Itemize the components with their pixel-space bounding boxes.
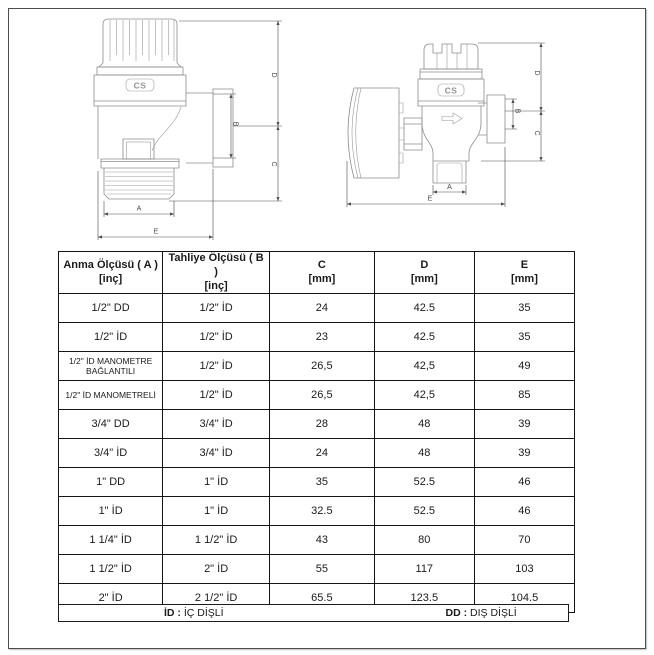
dim-cell: 1/2" İD	[163, 352, 270, 381]
dim-cell: 1/2" İD	[163, 381, 270, 410]
dim-cell: 3/4" İD	[163, 410, 270, 439]
header-row	[59, 252, 575, 294]
dim-cell: 2 1/2" İD	[163, 584, 270, 613]
dim-cell: 1 1/4" İD	[59, 526, 163, 555]
table-row	[59, 294, 575, 323]
dim-cell: 1/2" İD	[59, 323, 163, 352]
dim-cell: 65.5	[270, 584, 375, 613]
column-header: C [mm]	[270, 252, 375, 294]
legend-id	[164, 607, 224, 619]
dim-label-a: A	[136, 205, 142, 213]
table-row	[59, 323, 575, 352]
dim-cell: 1 1/2" İD	[163, 526, 270, 555]
knurl-ribs	[110, 20, 174, 61]
dim-cell: 1" İD	[163, 497, 270, 526]
table-row	[59, 381, 575, 410]
table-row	[59, 526, 575, 555]
dim-cell: 48	[374, 410, 474, 439]
legend-dd-key: DD :	[445, 607, 468, 619]
dim-cell: 123.5	[374, 584, 474, 613]
dim-cell: 1/2" İD MANOMETRELİ	[59, 381, 163, 410]
dim-cell: 1/2" İD	[163, 323, 270, 352]
table-row	[59, 468, 575, 497]
valve-cap	[99, 19, 181, 67]
dim-cell: 42,5	[374, 352, 474, 381]
table-row	[59, 352, 575, 381]
dim-cell: 35	[474, 294, 574, 323]
dim-cell: 46	[474, 468, 574, 497]
dim-cell: 3/4" İD	[59, 439, 163, 468]
dimension-lines	[347, 43, 545, 207]
dim-cell: 26,5	[270, 352, 375, 381]
table-body	[59, 294, 575, 613]
dim-label-c: C	[270, 161, 277, 167]
column-header: E [mm]	[474, 252, 574, 294]
dim-cell: 42,5	[374, 381, 474, 410]
legend-dd	[446, 607, 517, 619]
dim-cell: 42.5	[374, 294, 474, 323]
dim-cell: 2" İD	[163, 555, 270, 584]
column-header: Anma Ölçüsü ( A ) [inç]	[59, 252, 163, 294]
legend-id-key: İD :	[164, 607, 181, 619]
dim-cell: 1" İD	[59, 497, 163, 526]
page-frame	[8, 8, 646, 649]
dim-cell: 103	[474, 555, 574, 584]
table-header	[59, 252, 575, 294]
dim-cell: 26,5	[270, 381, 375, 410]
dim-cell: 1/2" İD MANOMETRE BAĞLANTILI	[59, 352, 163, 381]
dim-cell: 28	[270, 410, 375, 439]
gauge-fitting-nut	[399, 118, 422, 150]
dim-cell: 35	[270, 468, 375, 497]
dim-cell: 1/2" İD	[163, 294, 270, 323]
dim-label-b: B	[231, 121, 239, 127]
valve-drawing-manometer-view	[316, 11, 556, 236]
dim-cell: 2" İD	[59, 584, 163, 613]
dim-cell: 1 1/2" İD	[59, 555, 163, 584]
flow-direction-arrow-icon	[442, 113, 462, 124]
manometer-gauge	[348, 88, 403, 178]
outlet-connection	[186, 89, 233, 167]
dim-label-e: E	[153, 228, 159, 236]
dim-cell: 52.5	[374, 497, 474, 526]
dim-cell: 80	[374, 526, 474, 555]
valve-body	[98, 106, 181, 168]
dim-label-c: C	[533, 130, 540, 136]
dim-cell: 43	[270, 526, 375, 555]
outlet-connection	[478, 95, 505, 143]
column-header: Tahliye Ölçüsü ( B ) [inç]	[163, 252, 270, 294]
dim-cell: 35	[474, 323, 574, 352]
valve-body	[422, 106, 483, 161]
column-header: D [mm]	[374, 252, 474, 294]
valve-bonnet	[418, 79, 484, 106]
dim-cell: 104.5	[474, 584, 574, 613]
dim-label-a: A	[447, 184, 452, 191]
legend-box	[58, 604, 569, 622]
dimensions-table	[58, 251, 575, 613]
dim-cell: 55	[270, 555, 375, 584]
table-row	[59, 410, 575, 439]
valve-cap	[420, 44, 482, 79]
dim-label-e: E	[427, 195, 433, 203]
dim-cell: 24	[270, 439, 375, 468]
dim-cell: 42.5	[374, 323, 474, 352]
dim-cell: 48	[374, 439, 474, 468]
dim-cell: 49	[474, 352, 574, 381]
cs-logo: CS	[444, 85, 458, 96]
dim-cell: 1" DD	[59, 468, 163, 497]
threaded-inlet	[433, 161, 466, 183]
valve-drawing-side-view	[61, 11, 296, 246]
dim-label-d: D	[270, 72, 277, 78]
dim-cell: 39	[474, 439, 574, 468]
cs-logo: CS	[133, 80, 147, 91]
table-row	[59, 555, 575, 584]
dim-cell: 32.5	[270, 497, 375, 526]
threaded-inlet	[104, 168, 174, 199]
dim-cell: 3/4" DD	[59, 410, 163, 439]
dim-cell: 70	[474, 526, 574, 555]
dim-label-d: D	[533, 70, 540, 76]
dim-cell: 1" İD	[163, 468, 270, 497]
dim-cell: 24	[270, 294, 375, 323]
dimension-lines	[98, 21, 282, 240]
dim-cell: 23	[270, 323, 375, 352]
dim-cell: 46	[474, 497, 574, 526]
dim-label-b: B	[513, 108, 521, 114]
legend-id-value: İÇ DİŞLİ	[183, 607, 224, 619]
dim-cell: 85	[474, 381, 574, 410]
table-row	[59, 439, 575, 468]
dim-cell: 3/4" İD	[163, 439, 270, 468]
valve-bonnet	[94, 67, 186, 106]
dim-cell: 1/2" DD	[59, 294, 163, 323]
table-row	[59, 497, 575, 526]
legend-dd-value: DIŞ DİŞLİ	[470, 607, 517, 619]
thread-lines	[105, 172, 173, 194]
dim-cell: 52.5	[374, 468, 474, 497]
dim-cell: 117	[374, 555, 474, 584]
dim-cell: 39	[474, 410, 574, 439]
